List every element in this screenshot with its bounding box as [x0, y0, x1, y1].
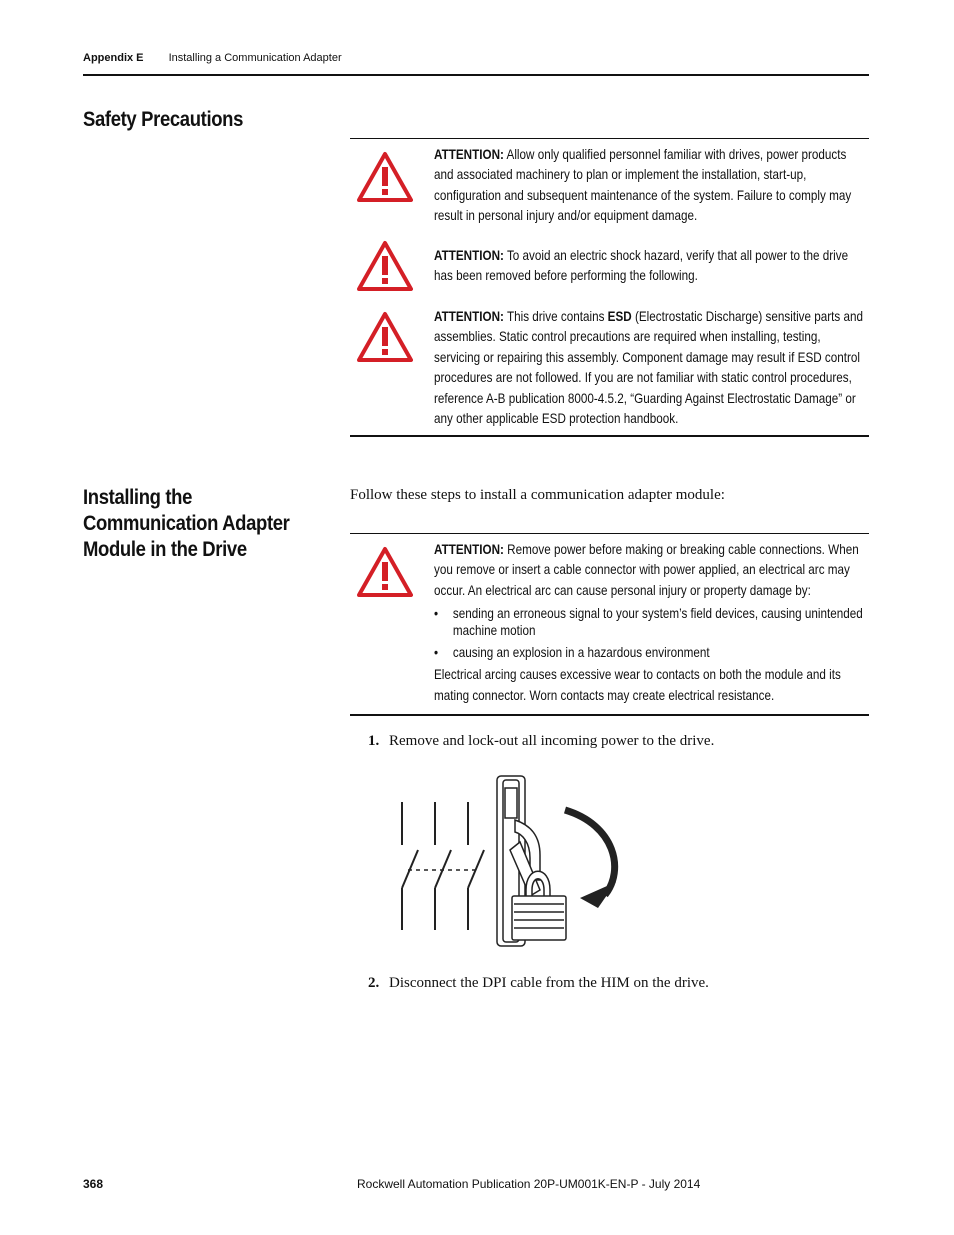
attention-note-3: [350, 307, 934, 429]
attention-note-1: [350, 145, 934, 227]
esd-term: ESD: [607, 309, 632, 324]
step-text: Disconnect the DPI cable from the HIM on the drive.: [389, 975, 709, 991]
warning-triangle-icon: [357, 151, 413, 208]
attention-pre-text: This drive contains: [503, 309, 608, 324]
header-title: Installing a Communication Adapter: [168, 52, 342, 64]
step-number: 2.: [368, 975, 380, 991]
lockout-disconnect-illustration: [390, 770, 630, 955]
page-header: [83, 52, 342, 64]
attention-label: ATTENTION:: [434, 309, 504, 324]
warning-triangle-icon: [357, 546, 413, 603]
step-1: [368, 733, 714, 750]
appendix-label: Appendix E: [83, 52, 144, 64]
attention-closing: Electrical arcing causes excessive wear to contacts on both the module and its mating connector. Worn contacts may create electrical resistance.: [434, 667, 841, 703]
attention-text: (Electrostatic Discharge) sensitive parts and assemblies. Static control precautions are required when installing, testing, servicing or repairing this assembly. Component damage may result if ESD control procedures are not followed. If you are not familiar with static control procedures, reference A-B publication 8000-4.5.2, “Guarding Against Electrostatic Damage” or any other applicable ESD protection handbook.: [434, 309, 864, 427]
attention-text: Remove power before making or breaking cable connections. When you remove or insert a cable connector with power applied, an electrical arc may occur. An electrical arc can cause personal injury or property damage by:: [434, 542, 859, 598]
step-number: 1.: [368, 733, 380, 749]
attention-text: To avoid an electric shock hazard, verify that all power to the drive has been removed before performing the following.: [434, 248, 849, 284]
safety-attention-box: [350, 138, 869, 437]
attention-label: ATTENTION:: [434, 248, 504, 263]
step-2: [368, 975, 709, 992]
attention-label: ATTENTION:: [434, 542, 504, 557]
attention-text: Allow only qualified personnel familiar with drives, power products and associated machinery to plan or implement the installation, start-up, configuration and subsequent maintenance of the system. Failure to comply may result in personal injury and/or equipment damage.: [434, 147, 852, 224]
install-heading-line-3: Module in the Drive: [83, 538, 247, 561]
install-heading-line-2: Communication Adapter: [83, 512, 290, 535]
install-heading: [83, 485, 290, 563]
publication-footer: Rockwell Automation Publication 20P-UM001K-EN-P - July 2014: [357, 1177, 701, 1191]
install-attention-note: [350, 540, 934, 706]
attention-note-2: [350, 246, 934, 287]
safety-precautions-heading: Safety Precautions: [83, 108, 244, 131]
install-heading-line-1: Installing the: [83, 486, 193, 509]
attention-label: ATTENTION:: [434, 147, 504, 162]
attention-bullet-1: • sending an erroneous signal to your system’s field devices, causing unintended machine motion: [434, 605, 864, 639]
warning-triangle-icon: [357, 240, 413, 297]
warning-triangle-icon: [357, 311, 413, 368]
page-number: 368: [83, 1177, 104, 1191]
install-intro: Follow these steps to install a communication adapter module:: [350, 487, 725, 503]
header-rule: [83, 74, 869, 76]
step-text: Remove and lock-out all incoming power to the drive.: [389, 733, 715, 749]
install-attention-box: [350, 533, 869, 716]
attention-bullet-2: • causing an explosion in a hazardous environment: [434, 644, 864, 661]
